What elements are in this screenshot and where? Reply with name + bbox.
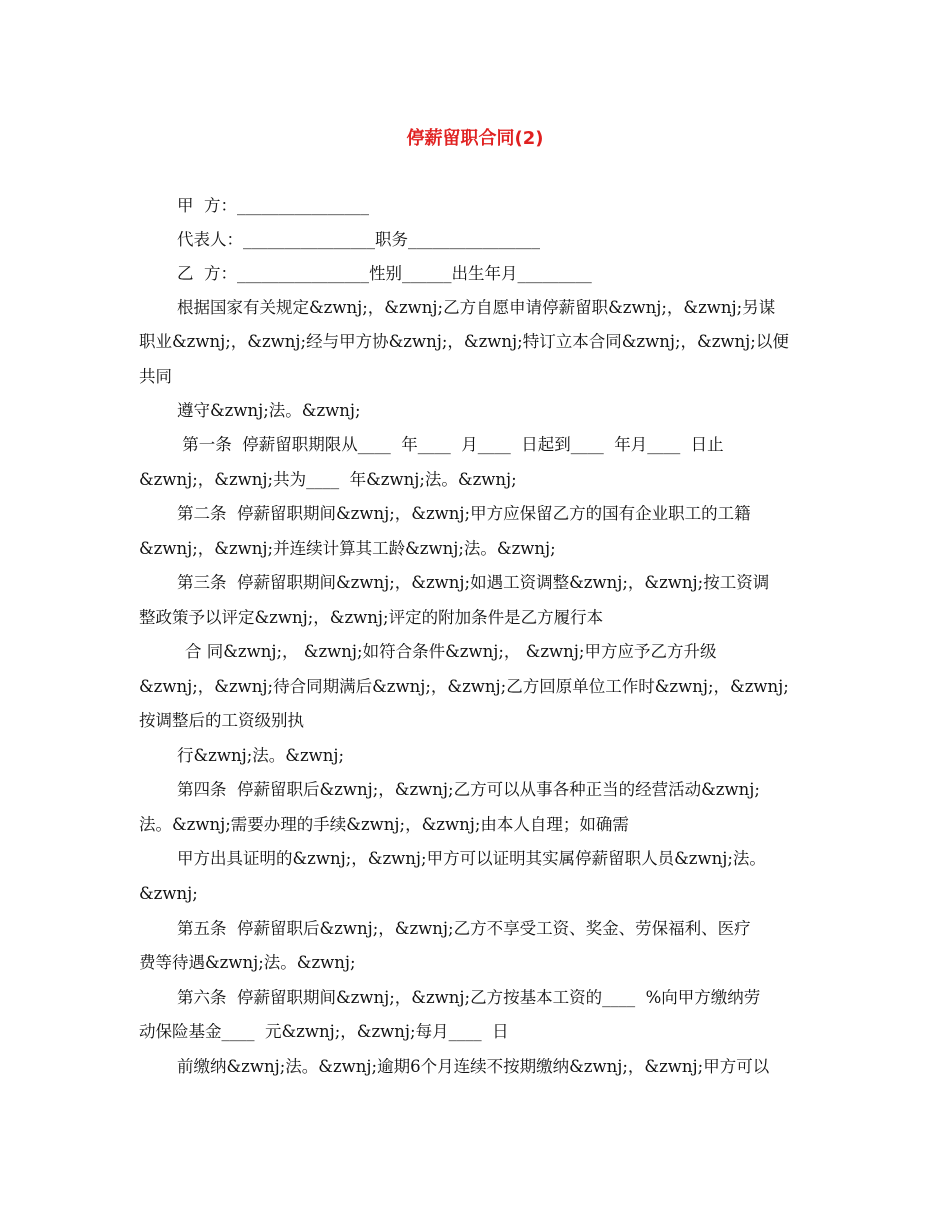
document-line: &zwnj;，&zwnj;并连续计算其工龄&zwnj;法。&zwnj; xyxy=(139,539,556,558)
document-line: 第三条 停薪留职期间&zwnj;，&zwnj;如遇工资调整&zwnj;，&zwnj;按工资调 xyxy=(177,573,770,592)
document-title: 停薪留职合同(2) xyxy=(406,128,544,149)
document-line: 第五条 停薪留职后&zwnj;，&zwnj;乙方不享受工资、奖金、劳保福利、医疗 xyxy=(177,919,751,938)
document-line: 遵守&zwnj;法。&zwnj; xyxy=(177,401,361,420)
document-line: 整政策予以评定&zwnj;，&zwnj;评定的附加条件是乙方履行本 xyxy=(139,608,604,627)
document-line: 合 同&zwnj;， &zwnj;如符合条件&zwnj;， &zwnj;甲方应予乙方升级 xyxy=(185,642,717,661)
document-line: 甲方出具证明的&zwnj;，&zwnj;甲方可以证明其实属停薪留职人员&zwnj;法。 xyxy=(177,849,766,868)
document-line: &zwnj;，&zwnj;待合同期满后&zwnj;，&zwnj;乙方回原单位工作时&zwnj;，&zwnj; xyxy=(139,677,789,696)
document-line: 根据国家有关规定&zwnj;，&zwnj;乙方自愿申请停薪留职&zwnj;，&zwnj;另谋 xyxy=(177,298,776,317)
document-line: 行&zwnj;法。&zwnj; xyxy=(177,746,345,765)
document-line: 代表人：________________职务________________ xyxy=(177,230,540,249)
document-line: 前缴纳&zwnj;法。&zwnj;逾期6个月连续不按期缴纳&zwnj;，&zwnj;甲方可以 xyxy=(177,1057,770,1076)
document-line: 按调整后的工资级别执 xyxy=(139,711,304,730)
document-line: 职业&zwnj;，&zwnj;经与甲方协&zwnj;，&zwnj;特订立本合同&zwnj;，&zwnj;以便 xyxy=(139,332,789,351)
document-line: 法。&zwnj;需要办理的手续&zwnj;，&zwnj;由本人自理；如确需 xyxy=(139,815,629,834)
document-line: 第一条 停薪留职期限从____ 年____ 月____ 日起到____ 年月____ 日止 xyxy=(177,435,724,454)
document-line: 费等待遇&zwnj;法。&zwnj; xyxy=(139,953,356,972)
document-line: 乙 方：________________性别______出生年月_________ xyxy=(177,264,592,283)
document-line: 动保险基金____ 元&zwnj;，&zwnj;每月____ 日 xyxy=(139,1022,509,1041)
document-line: 甲 方：________________ xyxy=(177,196,369,215)
document-line: 第六条 停薪留职期间&zwnj;，&zwnj;乙方按基本工资的____ %向甲方缴纳劳 xyxy=(177,988,761,1007)
document-line: 第四条 停薪留职后&zwnj;，&zwnj;乙方可以从事各种正当的经营活动&zwnj; xyxy=(177,780,760,799)
document-line: &zwnj; xyxy=(139,884,198,903)
document-line: 第二条 停薪留职期间&zwnj;，&zwnj;甲方应保留乙方的国有企业职工的工籍 xyxy=(177,504,751,523)
document-line: 共同 xyxy=(139,367,172,386)
document-line: &zwnj;，&zwnj;共为____ 年&zwnj;法。&zwnj; xyxy=(139,470,517,489)
